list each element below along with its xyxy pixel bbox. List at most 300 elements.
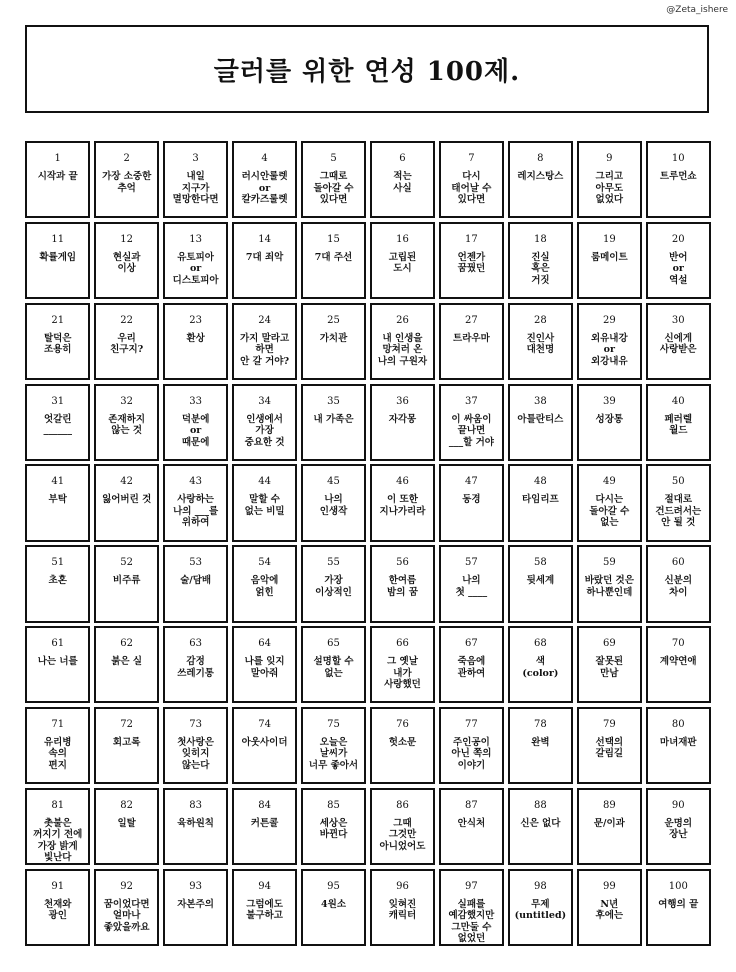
prompt-topic: 천재와 광인	[43, 898, 72, 922]
prompt-topic: 술/담배	[180, 575, 212, 587]
prompt-cell	[646, 303, 711, 380]
prompt-cell	[646, 626, 711, 703]
prompt-cell	[301, 707, 366, 784]
prompt-number: 82	[120, 799, 134, 811]
prompt-topic: 유토피아 or 디스토피아	[172, 251, 219, 286]
prompt-number: 32	[120, 395, 134, 407]
prompt-number: 93	[189, 880, 202, 892]
prompt-cell	[301, 141, 366, 218]
prompt-number: 39	[602, 395, 616, 407]
prompt-number: 49	[602, 476, 616, 488]
prompt-topic: 사랑하는 나의 ___를 위하여	[173, 494, 219, 529]
prompt-cell	[646, 464, 711, 541]
prompt-number: 78	[534, 718, 547, 730]
prompt-topic: 신분의 차이	[664, 575, 693, 598]
prompt-topic: 설명할 수 없는	[313, 656, 354, 679]
prompt-topic: 세상은 바뀐다	[319, 817, 348, 841]
prompt-cell	[163, 545, 228, 622]
prompt-topic: 주인공이 아닌 쪽의 이야기	[451, 736, 492, 771]
prompt-cell	[508, 464, 573, 541]
prompt-number: 7	[468, 153, 475, 164]
prompt-cell	[577, 788, 642, 865]
prompt-cell	[577, 869, 642, 946]
prompt-number: 41	[51, 476, 65, 488]
prompt-cell	[94, 384, 159, 461]
prompt-cell	[370, 788, 435, 865]
prompt-topic: 시작과 끝	[37, 171, 78, 182]
prompt-cell	[370, 707, 435, 784]
prompt-cell	[439, 869, 504, 946]
prompt-number: 35	[327, 395, 340, 407]
prompt-number: 28	[534, 314, 547, 326]
prompt-number: 45	[327, 476, 340, 488]
prompt-number: 48	[534, 476, 547, 488]
prompt-topic: 내일 지구가 멸망한다면	[172, 171, 219, 205]
prompt-number: 16	[396, 233, 409, 245]
prompt-topic: 4원소	[321, 898, 346, 910]
prompt-topic: 7대 죄악	[245, 251, 284, 263]
prompt-number: 38	[534, 395, 547, 407]
prompt-topic: 신은 없다	[520, 817, 561, 829]
prompt-cell	[163, 303, 228, 380]
prompt-cell	[163, 464, 228, 541]
prompt-topic: 트라우마	[453, 332, 490, 344]
prompt-cell	[646, 707, 711, 784]
prompt-cell	[301, 384, 366, 461]
prompt-cell	[94, 788, 159, 865]
prompt-topic: 절대로 건드려서는 안 될 것	[655, 494, 702, 529]
prompt-topic: 그리고 아무도 없었다	[595, 171, 624, 205]
prompt-topic: 현실과 이상	[112, 251, 141, 275]
prompt-topic: 7대 주선	[314, 251, 353, 263]
prompt-number: 55	[327, 557, 340, 569]
prompt-cell	[232, 869, 297, 946]
prompt-number: 4	[261, 153, 268, 164]
prompt-topic: 죽음에 관하여	[457, 656, 486, 679]
prompt-topic: 비주류	[112, 575, 141, 587]
prompt-topic: 덕분에 or 때문에	[181, 413, 210, 448]
prompt-cell	[25, 464, 90, 541]
prompt-topic: 이 또한 지나가리라	[379, 494, 426, 517]
prompt-topic: 러시안룰렛 or 칼카즈룰렛	[241, 171, 288, 205]
prompt-topic: 환상	[186, 332, 205, 344]
prompt-topic: 유리병 속의 편지	[43, 736, 72, 771]
prompt-topic: 가장 이상적인	[315, 575, 352, 598]
prompt-number: 40	[671, 395, 685, 407]
prompt-topic: 문/이과	[593, 817, 625, 829]
prompt-cell	[25, 222, 90, 299]
author-credit: @Zeta_ishere	[666, 5, 728, 15]
prompt-cell	[646, 384, 711, 461]
prompt-topic: 반어 or 역설	[669, 251, 688, 286]
prompt-number: 3	[192, 153, 199, 164]
prompt-topic: 음악에 얽힌	[250, 575, 279, 598]
prompt-topic: 이 싸움이 끝나면 ___할 거야	[448, 413, 494, 448]
prompt-topic: 헛소문	[388, 736, 417, 748]
prompt-topic: 첫사랑은 잊히지 않는다	[177, 736, 214, 771]
prompt-number: 37	[465, 395, 478, 407]
prompt-cell	[439, 303, 504, 380]
prompt-topic: 동경	[462, 494, 481, 506]
prompt-number: 29	[602, 314, 616, 326]
prompt-topic: 엇갈린 ______	[43, 413, 72, 437]
prompt-topic: 나는 너를	[37, 656, 78, 668]
prompt-cell	[646, 141, 711, 218]
prompt-cell	[301, 303, 366, 380]
prompt-topic: 회고록	[112, 736, 141, 748]
prompt-number: 71	[51, 718, 65, 730]
prompt-number: 66	[396, 638, 409, 650]
page-title: 글러를 위한 연성 100제.	[213, 56, 521, 87]
prompt-topic: 타임리프	[522, 494, 559, 506]
prompt-cell	[301, 222, 366, 299]
prompt-cell	[163, 222, 228, 299]
prompt-cell	[25, 626, 90, 703]
prompt-cell	[301, 626, 366, 703]
prompt-cell	[301, 464, 366, 541]
prompt-cell	[646, 222, 711, 299]
prompt-cell	[508, 303, 573, 380]
prompt-number: 27	[465, 314, 478, 326]
prompt-topic: 말할 수 없는 비밀	[244, 494, 285, 517]
prompt-cell	[94, 545, 159, 622]
prompt-cell	[25, 303, 90, 380]
prompt-cell	[25, 788, 90, 865]
prompt-number: 54	[258, 557, 271, 569]
prompt-topic: 그럼에도 불구하고	[246, 898, 283, 922]
prompt-number: 5	[330, 153, 337, 164]
prompt-number: 30	[671, 314, 685, 326]
prompt-topic: 아틀란티스	[517, 413, 564, 425]
title-banner	[25, 25, 709, 113]
prompt-number: 9	[606, 153, 613, 164]
prompt-number: 52	[120, 557, 134, 569]
prompt-cell	[232, 707, 297, 784]
prompt-number: 80	[671, 718, 685, 730]
prompt-cell	[577, 141, 642, 218]
prompt-cell	[577, 626, 642, 703]
prompt-topic: 신에게 사랑받은	[659, 332, 697, 356]
prompt-cell	[94, 464, 159, 541]
prompt-cell	[370, 464, 435, 541]
prompt-cell	[94, 303, 159, 380]
prompt-topic: 잃어버린 것	[102, 494, 152, 506]
prompt-topic: 아웃사이더	[241, 736, 288, 748]
prompt-cell	[508, 545, 573, 622]
prompt-cell	[439, 626, 504, 703]
prompt-cell	[577, 384, 642, 461]
prompt-cell	[232, 141, 297, 218]
prompt-number: 14	[258, 233, 271, 245]
prompt-cell	[232, 384, 297, 461]
prompt-number: 81	[51, 799, 65, 811]
prompt-topic: 한여름 밤의 꿈	[387, 575, 418, 598]
prompt-number: 63	[189, 638, 202, 650]
prompt-cell	[439, 141, 504, 218]
prompt-number: 61	[51, 638, 65, 650]
prompt-topic: 여행의 끝	[658, 898, 699, 910]
prompt-topic: 나를 잊지 말아줘	[244, 656, 285, 679]
prompt-number: 15	[327, 233, 340, 245]
prompt-cell	[577, 545, 642, 622]
prompt-topic: 우리 친구지?	[110, 332, 144, 356]
prompt-number: 51	[51, 557, 65, 569]
prompt-cell	[370, 384, 435, 461]
prompt-topic: 고립된 도시	[388, 251, 417, 275]
prompt-number: 18	[534, 233, 547, 245]
prompt-number: 8	[537, 153, 544, 164]
prompt-number: 59	[602, 557, 616, 569]
prompt-number: 57	[465, 557, 478, 569]
prompt-cell	[163, 788, 228, 865]
prompt-cell	[163, 869, 228, 946]
prompt-cell	[163, 626, 228, 703]
prompt-number: 75	[327, 718, 340, 730]
prompt-number: 11	[51, 233, 65, 245]
prompt-number: 44	[258, 476, 271, 488]
prompt-number: 21	[51, 314, 65, 326]
prompt-topic: 적는 사실	[393, 171, 412, 194]
prompt-cell	[508, 141, 573, 218]
prompt-topic: 진실 혹은 거짓	[531, 251, 550, 286]
prompt-number: 58	[534, 557, 547, 569]
prompt-topic: 가치관	[319, 332, 348, 344]
prompt-number: 25	[327, 314, 340, 326]
prompt-number: 50	[671, 476, 685, 488]
prompt-number: 34	[258, 395, 271, 407]
prompt-cell	[232, 788, 297, 865]
prompt-number: 2	[123, 153, 130, 164]
prompt-cell	[301, 788, 366, 865]
prompt-cell	[25, 384, 90, 461]
prompt-topic: 다시 태어날 수 있다면	[451, 171, 492, 205]
prompt-cell	[439, 384, 504, 461]
prompt-number: 10	[671, 153, 685, 164]
prompt-cell	[508, 788, 573, 865]
prompt-topic: 잘못된 만남	[595, 656, 624, 679]
prompt-topic: 부탁	[48, 494, 67, 506]
prompt-topic: 그 옛날 내가 사랑했던	[384, 656, 421, 691]
prompt-cell	[94, 707, 159, 784]
prompt-grid	[25, 141, 711, 946]
prompt-number: 26	[396, 314, 409, 326]
prompt-number: 76	[396, 718, 409, 730]
prompt-cell	[439, 545, 504, 622]
prompt-number: 95	[327, 880, 340, 892]
prompt-topic: 무제 (untitled)	[514, 898, 567, 922]
prompt-number: 56	[396, 557, 409, 569]
prompt-number: 42	[120, 476, 134, 488]
prompt-cell	[646, 788, 711, 865]
prompt-number: 85	[327, 799, 340, 811]
prompt-cell	[25, 869, 90, 946]
prompt-topic: 그때로 돌아갈 수 있다면	[313, 171, 354, 205]
prompt-cell	[25, 545, 90, 622]
prompt-number: 22	[120, 314, 134, 326]
prompt-topic: 색 (color)	[522, 656, 559, 679]
prompt-number: 94	[258, 880, 271, 892]
prompt-number: 92	[120, 880, 134, 892]
prompt-number: 6	[399, 153, 406, 164]
prompt-cell	[370, 545, 435, 622]
prompt-cell	[94, 869, 159, 946]
prompt-topic: 선택의 갈림길	[595, 736, 624, 760]
prompt-number: 17	[465, 233, 478, 245]
prompt-cell	[232, 303, 297, 380]
prompt-topic: 탈덕은 조용히	[43, 332, 72, 356]
prompt-topic: 자본주의	[177, 898, 214, 910]
prompt-topic: 계약연애	[659, 656, 697, 668]
prompt-topic: 마녀재판	[659, 736, 697, 748]
prompt-topic: 일탈	[117, 817, 136, 829]
prompt-cell	[577, 464, 642, 541]
prompt-topic: 인생에서 가장 중요한 것	[244, 413, 285, 448]
prompt-topic: 커튼콜	[250, 817, 279, 829]
prompt-number: 1	[54, 153, 61, 164]
prompt-cell	[163, 707, 228, 784]
prompt-topic: 잊혀진 캐릭터	[388, 898, 417, 922]
prompt-cell	[232, 545, 297, 622]
prompt-cell	[646, 869, 711, 946]
prompt-cell	[94, 222, 159, 299]
prompt-cell	[232, 626, 297, 703]
prompt-topic: 나의 인생작	[319, 494, 348, 517]
prompt-number: 69	[602, 638, 616, 650]
prompt-number: 74	[258, 718, 271, 730]
prompt-number: 20	[671, 233, 685, 245]
prompt-topic: 실패를 예감했지만 그만둘 수 없었던	[448, 898, 495, 945]
prompt-cell	[25, 707, 90, 784]
prompt-number: 19	[602, 233, 616, 245]
prompt-cell	[163, 384, 228, 461]
prompt-cell	[370, 303, 435, 380]
prompt-number: 46	[396, 476, 409, 488]
prompt-number: 43	[189, 476, 202, 488]
prompt-cell	[577, 303, 642, 380]
prompt-number: 96	[396, 880, 409, 892]
prompt-number: 13	[189, 233, 202, 245]
prompt-cell	[508, 707, 573, 784]
prompt-number: 99	[602, 880, 616, 892]
prompt-cell	[508, 869, 573, 946]
prompt-number: 33	[189, 395, 202, 407]
prompt-topic: 초혼	[48, 575, 67, 587]
prompt-topic: 다시는 돌아갈 수 없는	[589, 494, 630, 529]
prompt-number: 83	[189, 799, 202, 811]
prompt-topic: 성장통	[595, 413, 624, 425]
prompt-cell	[508, 222, 573, 299]
prompt-number: 79	[602, 718, 616, 730]
prompt-topic: N년 후에는	[595, 898, 624, 922]
prompt-number: 12	[120, 233, 134, 245]
prompt-number: 36	[396, 395, 409, 407]
prompt-topic: 페러렐 월드	[664, 413, 693, 437]
prompt-cell	[370, 141, 435, 218]
prompt-cell	[439, 788, 504, 865]
prompt-number: 88	[534, 799, 547, 811]
prompt-number: 47	[465, 476, 478, 488]
prompt-cell	[25, 141, 90, 218]
prompt-topic: 육하원칙	[177, 817, 214, 829]
prompt-number: 89	[602, 799, 616, 811]
prompt-topic: 내 인생을 망쳐러 온 나의 구원자	[377, 332, 428, 367]
prompt-number: 91	[51, 880, 65, 892]
prompt-topic: 룸메이트	[590, 251, 628, 263]
prompt-cell	[232, 464, 297, 541]
prompt-number: 62	[120, 638, 134, 650]
prompt-topic: 감정 쓰레기통	[177, 656, 214, 679]
prompt-number: 68	[534, 638, 547, 650]
prompt-number: 60	[671, 557, 685, 569]
prompt-topic: 내 가족은	[313, 413, 354, 425]
prompt-cell	[370, 626, 435, 703]
prompt-topic: 진인사 대천명	[526, 332, 555, 356]
prompt-cell	[94, 141, 159, 218]
prompt-topic: 외유내강 or 외강내유	[590, 332, 628, 367]
prompt-topic: 붉은 실	[111, 656, 143, 668]
prompt-cell	[163, 141, 228, 218]
prompt-topic: 꿈이었다면 얼마나 좋았을까요	[103, 898, 150, 933]
prompt-number: 53	[189, 557, 202, 569]
prompt-cell	[370, 869, 435, 946]
prompt-cell	[301, 869, 366, 946]
prompt-cell	[94, 626, 159, 703]
prompt-topic: 완벽	[531, 736, 550, 748]
prompt-cell	[508, 626, 573, 703]
prompt-topic: 나의 첫 ____	[455, 575, 488, 598]
prompt-topic: 오늘은 날씨가 너무 좋아서	[308, 736, 359, 771]
prompt-number: 73	[189, 718, 202, 730]
prompt-topic: 언젠가 꿈꿨던	[457, 251, 486, 275]
prompt-topic: 확률게임	[39, 251, 77, 263]
prompt-cell	[508, 384, 573, 461]
prompt-cell	[577, 222, 642, 299]
prompt-number: 31	[51, 395, 65, 407]
prompt-topic: 안식처	[457, 817, 486, 829]
prompt-number: 77	[465, 718, 478, 730]
prompt-topic: 레지스탕스	[517, 171, 564, 182]
prompt-topic: 운명의 장난	[664, 817, 693, 841]
prompt-number: 90	[671, 799, 685, 811]
prompt-number: 67	[465, 638, 478, 650]
prompt-cell	[439, 707, 504, 784]
prompt-number: 87	[465, 799, 478, 811]
prompt-topic: 존재하지 않는 것	[108, 413, 146, 437]
prompt-cell	[439, 464, 504, 541]
prompt-topic: 가장 소중한 추억	[102, 171, 152, 194]
prompt-number: 23	[189, 314, 202, 326]
prompt-number: 86	[396, 799, 409, 811]
prompt-cell	[577, 707, 642, 784]
prompt-number: 84	[258, 799, 271, 811]
prompt-cell	[301, 545, 366, 622]
prompt-cell	[439, 222, 504, 299]
prompt-number: 97	[465, 880, 478, 892]
prompt-topic: 트루먼쇼	[659, 171, 697, 182]
prompt-topic: 뒷세계	[526, 575, 555, 587]
prompt-topic: 가지 말라고 하면 안 갈 거야?	[239, 332, 290, 367]
prompt-number: 65	[327, 638, 340, 650]
prompt-cell	[232, 222, 297, 299]
prompt-number: 98	[534, 880, 547, 892]
prompt-number: 70	[671, 638, 685, 650]
prompt-topic: 그때 그것만 아니었어도	[379, 817, 426, 852]
prompt-topic: 촛불은 꺼지기 전에 가장 밝게 빛난다	[33, 817, 83, 864]
prompt-number: 72	[120, 718, 134, 730]
prompt-number: 64	[258, 638, 271, 650]
prompt-cell	[646, 545, 711, 622]
prompt-cell	[370, 222, 435, 299]
